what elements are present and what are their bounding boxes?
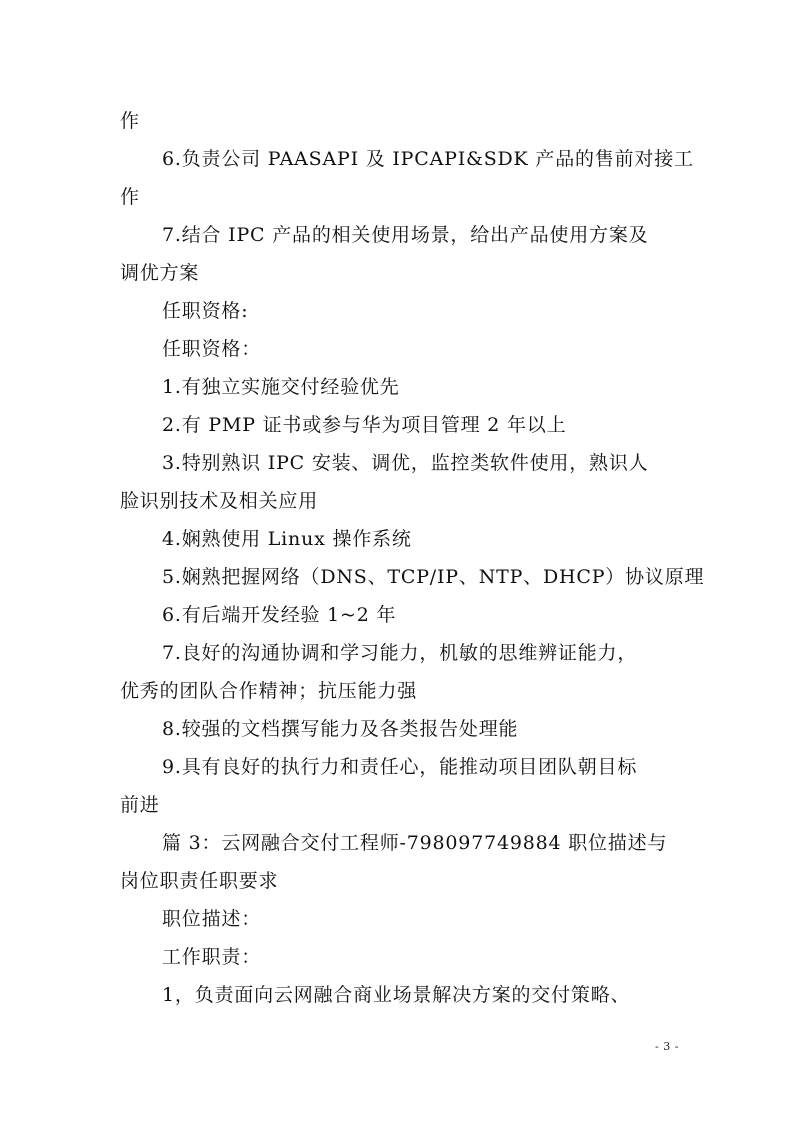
text-line: 任职资格： xyxy=(162,338,262,360)
text-line: 职位描述： xyxy=(162,908,262,930)
text-line: 工作职责： xyxy=(162,946,262,968)
text-line: 1.有独立实施交付经验优先 xyxy=(162,376,400,398)
text-line: 岗位职责任职要求 xyxy=(120,870,279,892)
text-line: 1，负责面向云网融合商业场景解决方案的交付策略、 xyxy=(162,984,631,1006)
text-line: 4.娴熟使用 Linux 操作系统 xyxy=(162,528,412,550)
page-number: - 3 - xyxy=(655,1040,679,1053)
text-line: 7.良好的沟通协调和学习能力，机敏的思维辨证能力， xyxy=(162,642,638,664)
text-line: 任职资格: xyxy=(162,300,249,322)
text-line: 3.特别熟识 IPC 安装、调优，监控类软件使用，熟识人 xyxy=(162,452,649,474)
document-body xyxy=(120,102,705,1014)
text-line: 7.结合 IPC 产品的相关使用场景，给出产品使用方案及 xyxy=(162,224,649,246)
text-line: 篇 3：云网融合交付工程师-798097749884 职位描述与 xyxy=(162,832,668,854)
text-line: 6.负责公司 PAASAPI 及 IPCAPI&SDK 产品的售前对接工 xyxy=(162,148,694,170)
text-line: 6.有后端开发经验 1~2 年 xyxy=(162,604,397,626)
text-line: 调优方案 xyxy=(120,262,200,284)
text-line: 8.较强的文档撰写能力及各类报告处理能 xyxy=(162,718,519,740)
text-line: 脸识别技术及相关应用 xyxy=(120,490,319,512)
text-line: 前进 xyxy=(120,794,160,816)
text-line: 优秀的团队合作精神；抗压能力强 xyxy=(120,680,418,702)
text-line: 作 xyxy=(120,186,140,208)
text-line: 2.有 PMP 证书或参与华为项目管理 2 年以上 xyxy=(162,414,567,436)
text-line: 5.娴熟把握网络（DNS、TCP/IP、NTP、DHCP）协议原理 xyxy=(162,566,705,588)
text-line: 作 xyxy=(120,110,140,132)
text-line: 9.具有良好的执行力和责任心，能推动项目团队朝目标 xyxy=(162,756,638,778)
